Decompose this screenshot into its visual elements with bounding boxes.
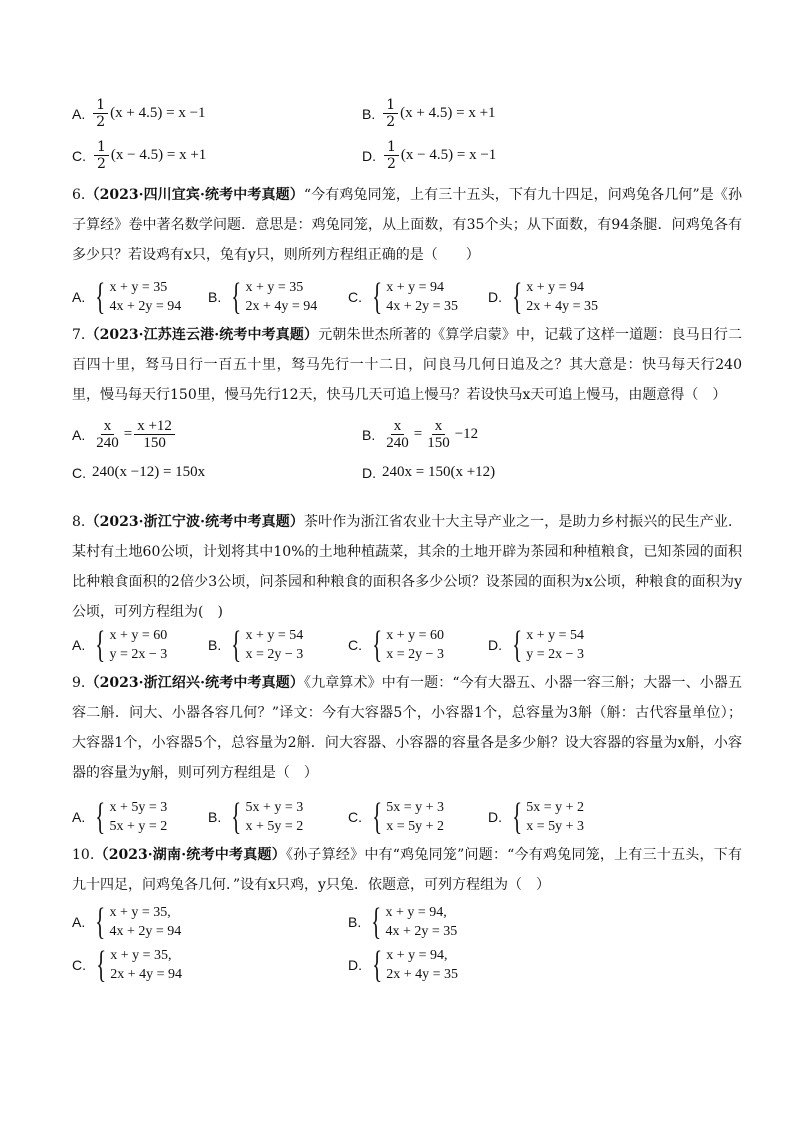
equation-system [227, 626, 303, 664]
fraction-denominator: 2 [386, 114, 396, 130]
option-label: C. [348, 289, 362, 305]
q10-option-d[interactable] [348, 946, 458, 984]
equation-lines [109, 903, 181, 941]
equation: x = 5y + 3 [526, 819, 585, 834]
option-label: D. [362, 464, 376, 481]
q7-option-b[interactable] [362, 418, 478, 451]
fraction-denominator: 240 [96, 435, 119, 451]
equation: x + 5y = 3 [109, 800, 168, 815]
q7-options-row-2 [72, 464, 742, 481]
option-label: B. [348, 914, 362, 930]
equation-system [368, 946, 458, 984]
equation: 5x = y + 2 [526, 800, 585, 815]
option-label: C. [348, 809, 362, 825]
equation-system [368, 278, 458, 316]
equation: 2x + 4y = 35 [526, 299, 599, 314]
option-label: A. [72, 289, 86, 305]
option-expression: (x − 4.5) = x −1 [400, 147, 497, 163]
brace-icon: { [371, 901, 382, 943]
brace-icon: { [95, 624, 106, 666]
option-label: C. [72, 957, 86, 973]
option-label: A. [72, 426, 86, 443]
brace-icon: { [372, 276, 383, 318]
brace-icon: { [512, 796, 523, 838]
brace-icon: { [231, 276, 242, 318]
equation: x = 5y + 2 [386, 819, 445, 834]
equation: x + y = 94 [386, 280, 445, 295]
brace-icon: { [95, 276, 106, 318]
q10-options-row-2 [72, 946, 742, 984]
equation-lines [386, 278, 458, 316]
fraction [383, 97, 398, 130]
equation: x + y = 54 [526, 628, 585, 643]
q9-option-d[interactable] [488, 798, 584, 836]
brace-icon: { [231, 796, 242, 838]
equation: 2x + 4y = 94 [110, 967, 183, 982]
fraction [384, 139, 399, 172]
equation-lines [526, 626, 584, 664]
equation: x + y = 35 [245, 280, 304, 295]
option-label: D. [488, 809, 502, 825]
fraction [424, 418, 453, 451]
q5-option-c[interactable] [72, 139, 362, 172]
option-expression: (x + 4.5) = x −1 [110, 105, 206, 121]
equation: y = 2x − 3 [526, 647, 585, 662]
equation-system [91, 626, 167, 664]
q5-option-b[interactable] [362, 97, 496, 130]
option-expression: −12 [454, 426, 479, 442]
equation-system [508, 278, 598, 316]
fraction-numerator: 1 [383, 97, 398, 114]
fraction [93, 97, 108, 130]
question-number: 10. [72, 847, 95, 863]
question-source: （2023·浙江宁波·统考中考真题） [85, 514, 305, 530]
equation: x + y = 35, [110, 948, 172, 963]
question-number: 9. [72, 675, 86, 691]
equation: x + y = 54 [245, 628, 304, 643]
option-label: D. [488, 289, 502, 305]
brace-icon: { [95, 901, 106, 943]
fraction-denominator: 2 [387, 156, 396, 172]
equation-system [368, 626, 444, 664]
equation: x = 2y − 3 [245, 647, 304, 662]
option-label: A. [72, 809, 86, 825]
brace-icon: { [512, 624, 523, 666]
question-number: 7. [72, 327, 86, 343]
equation-lines [386, 946, 458, 984]
q5-options-row-1 [72, 97, 742, 130]
equation-system [92, 946, 182, 984]
option-expression: (x + 4.5) = x +1 [400, 105, 496, 121]
q7-options-row-1 [72, 418, 742, 451]
fraction-numerator: x [432, 418, 446, 435]
equation-lines [385, 903, 457, 941]
q10-options-row-1 [72, 903, 742, 941]
question-source: （2023·四川宜宾·统考中考真题） [85, 187, 304, 203]
equation-lines [109, 626, 167, 664]
option-label: C. [72, 147, 86, 164]
question-source: （2023·湖南·统考中考真题） [94, 847, 286, 863]
option-label: A. [72, 105, 86, 122]
q10-option-a[interactable] [72, 903, 348, 941]
equation-system [367, 903, 457, 941]
option-label: A. [72, 914, 86, 930]
question-text: 元朝朱世杰所著的《算学启蒙》中，记载了这样一道题：良马日行二百四十里，驽马日行一百五十里，驽马先行一十二日，问良马几何日追及之？其大意是：快马每天行240里，慢马每天行150里，慢马先行12天，快马几天可追上慢马？若设快马x天可追上慢马，由题意得（ ） [72, 327, 743, 403]
question-text: 茶叶作为浙江省农业十大主导产业之一，是助力乡村振兴的民生产业．某村有土地60公顷，计划将其中10%的土地种植蔬菜，其余的土地开辟为茶园和种植粮食，已知茶园的面积比种粮食面积的2倍少3公顷，问茶园和种粮食的面积各多少公顷？设茶园的面积为x公顷，种粮食的面积为y公顷，可列方程组为( ) [72, 514, 742, 620]
equation: 4x + 2y = 35 [385, 924, 458, 939]
question-7 [72, 320, 742, 410]
equation-lines [109, 278, 181, 316]
option-label: B. [362, 105, 376, 122]
option-label: C. [72, 464, 86, 481]
equation: 5x + y = 3 [245, 800, 304, 815]
equation-system [508, 798, 584, 836]
equation-lines [109, 798, 167, 836]
equation-system [91, 278, 181, 316]
brace-icon: { [372, 944, 383, 986]
equation-lines [526, 278, 598, 316]
equation-system [368, 798, 444, 836]
question-text: 《孙子算经》中有“鸡兔同笼”问题：“今有鸡兔同笼，上有三十五头，下有九十四足，问鸡兔各几何．”设有x只鸡，y只兔．依题意，可列方程组为（ ） [72, 847, 742, 893]
option-expression: 240x = 150(x +12) [382, 464, 496, 480]
option-label: C. [348, 637, 362, 653]
equation: 4x + 2y = 35 [386, 299, 459, 314]
fraction [93, 418, 122, 451]
fraction-denominator: 240 [386, 435, 409, 451]
q10-option-c[interactable] [72, 946, 348, 984]
fraction [134, 418, 175, 451]
brace-icon: { [512, 276, 523, 318]
question-source: （2023·浙江绍兴·统考中考真题） [85, 675, 304, 691]
equation: x + y = 94, [386, 948, 448, 963]
equation-lines [386, 626, 444, 664]
q8-option-d[interactable] [488, 626, 584, 664]
option-label: B. [362, 426, 376, 443]
q6-options [72, 278, 742, 316]
equation-system [508, 626, 584, 664]
equation: 5x + y = 2 [109, 819, 168, 834]
equation: 5x = y + 3 [386, 800, 445, 815]
q9-option-c[interactable] [348, 798, 488, 836]
question-9 [72, 668, 742, 788]
q9-options [72, 798, 742, 836]
fraction [383, 418, 412, 451]
brace-icon: { [95, 796, 106, 838]
fraction-numerator: 1 [94, 139, 109, 156]
option-label: D. [362, 147, 376, 164]
equals-sign: = [123, 426, 133, 442]
fraction-denominator: 2 [96, 114, 106, 130]
brace-icon: { [231, 624, 242, 666]
question-number: 6. [72, 187, 86, 203]
fraction-numerator: 1 [384, 139, 399, 156]
q8-option-a[interactable] [72, 626, 208, 664]
q5-option-a[interactable] [72, 97, 362, 130]
brace-icon: { [372, 624, 383, 666]
question-text: 《九章算术》中有一题：“今有大器五、小器一容三斛；大器一、小器五容二斛．问大、小器各容几何？”译文：今有大容器5个，小容器1个，总容量为3斛（斛：古代容量单位）；大容器1个，小容器5个，总容量为2斛．问大容器、小容器的容量各是多少斛？设大容器的容量为x斛，小容器的容量为y斛，则可列方程组是（ ） [72, 675, 742, 781]
q8-option-c[interactable] [348, 626, 488, 664]
q8-option-b[interactable] [208, 626, 348, 664]
fraction-numerator: x [391, 418, 405, 435]
equation-lines [386, 798, 444, 836]
question-8 [72, 507, 742, 627]
equation-lines [245, 626, 303, 664]
option-label: B. [208, 809, 222, 825]
q6-option-b[interactable] [208, 278, 348, 316]
equation-system [227, 798, 303, 836]
equation: x + 5y = 2 [245, 819, 304, 834]
fraction-numerator: x [101, 418, 115, 435]
q9-option-b[interactable] [208, 798, 348, 836]
equation: x + y = 35 [109, 280, 168, 295]
equation: x + y = 35, [109, 905, 171, 920]
fraction-denominator: 2 [97, 156, 106, 172]
fraction-denominator: 150 [143, 435, 166, 451]
equation-lines [245, 278, 317, 316]
fraction [94, 139, 109, 172]
question-source: （2023·江苏连云港·统考中考真题） [85, 327, 319, 343]
option-expression: (x − 4.5) = x +1 [110, 147, 207, 163]
equation: x + y = 94 [526, 280, 585, 295]
option-label: B. [208, 637, 222, 653]
fraction-numerator: 1 [93, 97, 108, 114]
q7-option-c[interactable] [72, 464, 362, 481]
equation-system [227, 278, 317, 316]
equation: x = 2y − 3 [386, 647, 445, 662]
q5-options-row-2 [72, 139, 742, 172]
q6-option-c[interactable] [348, 278, 488, 316]
fraction-denominator: 150 [427, 435, 450, 451]
q9-option-a[interactable] [72, 798, 208, 836]
option-label: D. [348, 957, 362, 973]
option-expression: 240(x −12) = 150x [92, 464, 206, 480]
q7-option-a[interactable] [72, 418, 362, 451]
equation: 4x + 2y = 94 [109, 924, 182, 939]
equation: x + y = 60 [386, 628, 445, 643]
question-text: “今有鸡兔同笼，上有三十五头，下有九十四足，问鸡兔各几何”是《孙子算经》卷中著名数学问题．意思是：鸡兔同笼，从上面数，有35个头；从下面数，有94条腿．问鸡兔各有多少只？若设鸡有x只，兔有y只，则所列方程组正确的是（ ） [72, 187, 742, 263]
equation-system [91, 798, 167, 836]
equation-lines [245, 798, 303, 836]
q6-option-a[interactable] [72, 278, 208, 316]
question-number: 8. [72, 514, 86, 530]
equation: 2x + 4y = 94 [245, 299, 318, 314]
brace-icon: { [372, 796, 383, 838]
equals-sign: = [413, 426, 423, 442]
option-label: A. [72, 637, 86, 653]
equation: 2x + 4y = 35 [386, 967, 459, 982]
equation: x + y = 60 [109, 628, 168, 643]
q8-options [72, 626, 742, 664]
equation: x + y = 94, [385, 905, 447, 920]
equation-lines [110, 946, 182, 984]
equation: 4x + 2y = 94 [109, 299, 182, 314]
fraction-numerator: x +12 [134, 418, 175, 435]
question-6 [72, 180, 742, 270]
equation-system [91, 903, 181, 941]
brace-icon: { [96, 944, 107, 986]
question-10 [72, 840, 742, 900]
q10-option-b[interactable] [348, 903, 457, 941]
equation-lines [526, 798, 584, 836]
option-label: B. [208, 289, 222, 305]
option-label: D. [488, 637, 502, 653]
q7-option-d[interactable] [362, 464, 495, 481]
q5-option-d[interactable] [362, 139, 496, 172]
equation: y = 2x − 3 [109, 647, 168, 662]
q6-option-d[interactable] [488, 278, 598, 316]
